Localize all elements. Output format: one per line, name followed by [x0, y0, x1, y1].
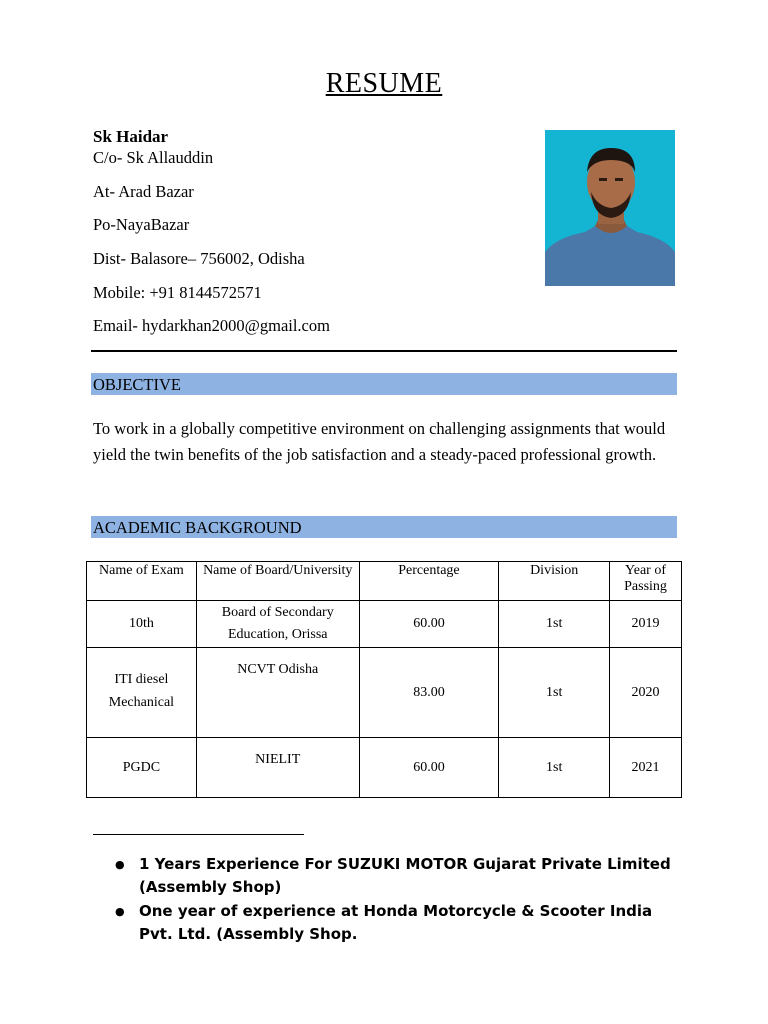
column-header: Name of Exam — [87, 562, 197, 601]
table-cell: PGDC — [87, 738, 197, 798]
header-divider — [91, 350, 677, 352]
table-cell: ITI diesel Mechanical — [87, 648, 197, 738]
table-cell: 2021 — [610, 738, 682, 798]
address-line-dist: Dist- Balasore– 756002, Odisha — [93, 249, 305, 268]
care-of-line: C/o- Sk Allauddin — [93, 148, 214, 167]
table-cell: 1st — [499, 738, 610, 798]
objective-text: To work in a globally competitive environment on challenging assignments that would yield the twin benefits of the job satisfaction and a steady-paced professional growth. — [93, 419, 666, 464]
academic-heading: ACADEMIC BACKGROUND — [91, 516, 677, 538]
table-header-row — [87, 562, 682, 601]
email-line: Email- hydarkhan2000@gmail.com — [93, 316, 330, 335]
table-cell: 83.00 — [359, 648, 499, 738]
academic-table — [86, 561, 682, 798]
column-header: Division — [499, 562, 610, 601]
table-row — [87, 601, 682, 648]
list-item: ● One year of experience at Honda Motorcycle & Scooter India Pvt. Ltd. (Assembly Shop. — [139, 900, 683, 946]
table-row — [87, 738, 682, 798]
list-item: ● 1 Years Experience For SUZUKI MOTOR Gujarat Private Limited (Assembly Shop) — [139, 853, 683, 899]
table-cell: 2019 — [610, 601, 682, 648]
table-cell: 1st — [499, 601, 610, 648]
table-cell: NIELIT — [196, 738, 359, 798]
address-line-po: Po-NayaBazar — [93, 215, 190, 234]
experience-list — [93, 853, 683, 947]
column-header: Percentage — [359, 562, 499, 601]
table-cell: 60.00 — [359, 601, 499, 648]
page-title: RESUME — [325, 68, 443, 99]
experience-rule — [93, 834, 304, 835]
table-row — [87, 648, 682, 738]
table-cell: NCVT Odisha — [196, 648, 359, 738]
table-cell: 2020 — [610, 648, 682, 738]
mobile-line: Mobile: +91 8144572571 — [93, 283, 262, 302]
objective-heading: OBJECTIVE — [91, 373, 677, 395]
table-cell: 1st — [499, 648, 610, 738]
table-cell: Board of Secondary Education, Orissa — [196, 601, 359, 648]
candidate-name: Sk Haidar — [93, 127, 169, 146]
profile-photo — [545, 130, 675, 286]
table-cell: 60.00 — [359, 738, 499, 798]
address-line-at: At- Arad Bazar — [93, 182, 194, 201]
column-header: Year of Passing — [610, 562, 682, 601]
table-cell: 10th — [87, 601, 197, 648]
column-header: Name of Board/University — [196, 562, 359, 601]
